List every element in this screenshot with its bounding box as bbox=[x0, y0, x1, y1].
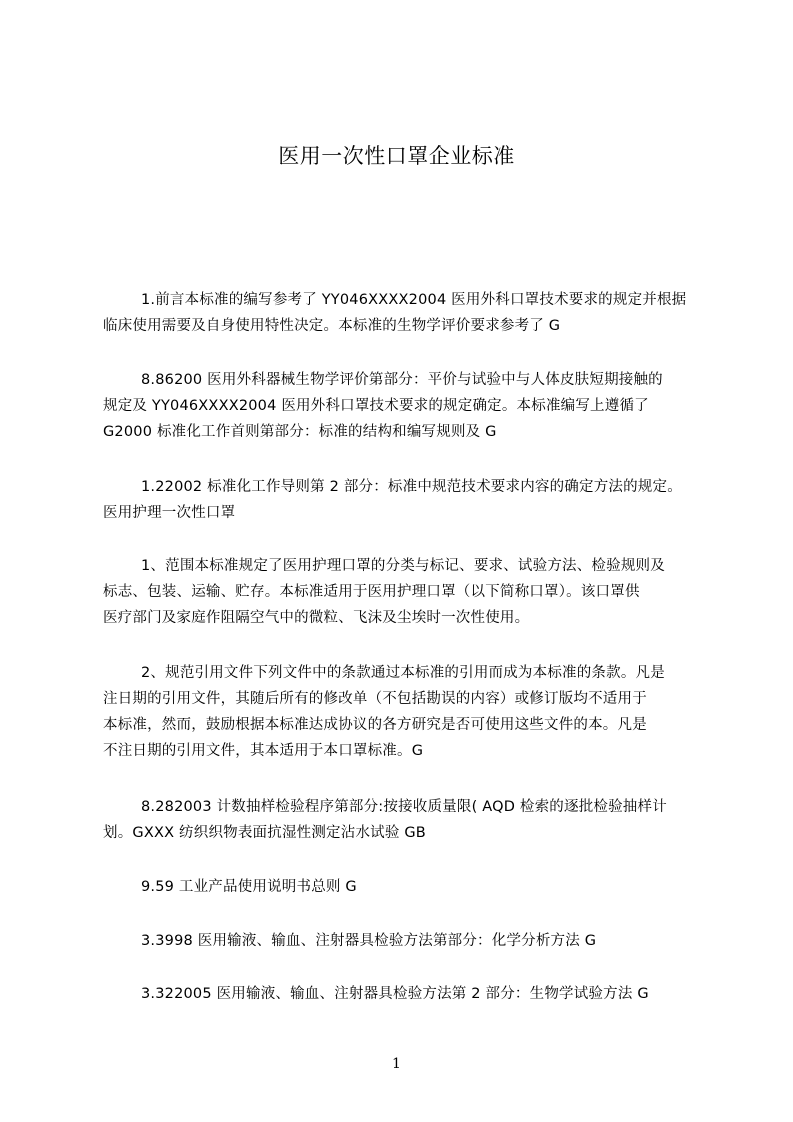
paragraph-chemical-analysis bbox=[103, 928, 715, 954]
paragraph-line: 临床使用需要及自身使用特性决定。本标准的生物学评价要求参考了 G bbox=[103, 318, 561, 334]
paragraph-line: 标志、包装、运输、贮存。本标准适用于医用护理口罩（以下简称口罩）。该口罩供 bbox=[103, 584, 640, 600]
paragraph-line: 8.282003 计数抽样检验程序第部分:按接收质量限( AQD 检索的逐批检验抽样计 bbox=[141, 799, 667, 815]
paragraph-instructions-standard bbox=[103, 874, 715, 900]
paragraph-line: 9.59 工业产品使用说明书总则 G bbox=[141, 879, 357, 895]
paragraph-line: 注日期的引用文件，其随后所有的修改单（不包括勘误的内容）或修订版均不适用于 bbox=[103, 691, 647, 707]
document-title: 医用一次性口罩企业标准 bbox=[278, 144, 515, 168]
paragraph-line: 划。GXXX 纺织织物表面抗湿性测定沾水试验 GB bbox=[103, 825, 426, 841]
paragraph-line: 8.86200 医用外科器械生物学评价第部分：平价与试验中与人体皮肤短期接触的 bbox=[141, 372, 663, 388]
paragraph-line: 1、范围本标准规定了医用护理口罩的分类与标记、要求、试验方法、检验规则及 bbox=[141, 558, 665, 574]
paragraph-line: 本标准，然而，鼓励根据本标准达成协议的各方研究是否可使用这些文件的本。凡是 bbox=[103, 717, 647, 733]
paragraph-line: 3.322005 医用输液、输血、注射器具检验方法第 2 部分：生物学试验方法 G bbox=[141, 986, 649, 1002]
paragraph-line: 医用护理一次性口罩 bbox=[103, 505, 236, 521]
page-number: 1 bbox=[392, 1056, 401, 1072]
paragraph-line: 2、规范引用文件下列文件中的条款通过本标准的引用而成为本标准的条款。凡是 bbox=[141, 665, 665, 681]
paragraph-scope bbox=[103, 553, 715, 631]
paragraph-line: 1.前言本标准的编写参考了 YY046XXXX2004 医用外科口罩技术要求的规定并根据 bbox=[141, 292, 687, 308]
paragraph-standardization-guide bbox=[103, 474, 715, 526]
paragraph-line: 规定及 YY046XXXX2004 医用外科口罩技术要求的规定确定。本标准编写上遵循了 bbox=[103, 398, 649, 414]
paragraph-line: 1.22002 标准化工作导则第 2 部分：标准中规范技术要求内容的确定方法的规定。 bbox=[141, 479, 682, 495]
paragraph-line: G2000 标准化工作首则第部分：标准的结构和编写规则及 G bbox=[103, 424, 497, 440]
paragraph-line: 医疗部门及家庭作阻隔空气中的微粒、飞沫及尘埃时一次性使用。 bbox=[103, 610, 530, 626]
paragraph-normative-references bbox=[103, 660, 715, 764]
paragraph-line: 不注日期的引用文件，其本适用于本口罩标准。G bbox=[103, 743, 424, 759]
paragraph-sampling-procedure bbox=[103, 794, 715, 846]
paragraph-line: 3.3998 医用输液、输血、注射器具检验方法第部分：化学分析方法 G bbox=[141, 933, 597, 949]
paragraph-biological-test bbox=[103, 981, 715, 1007]
paragraph-reference-biological bbox=[103, 367, 715, 445]
paragraph-preface bbox=[103, 287, 715, 339]
